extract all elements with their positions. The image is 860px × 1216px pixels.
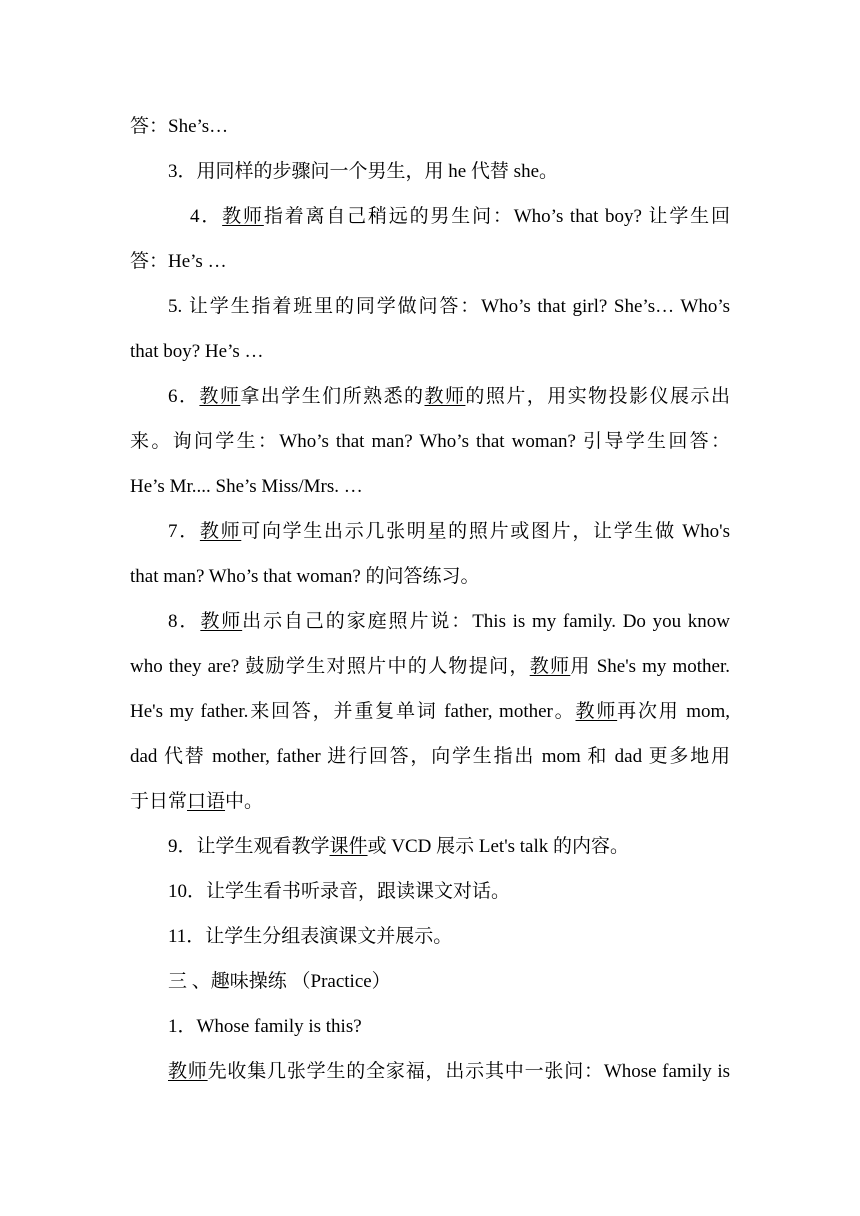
text-line: He's my father.来回答，并重复单词 father, mother。教师再次用 mom, xyxy=(130,701,730,722)
text-line: 11．让学生分组表演课文并展示。 xyxy=(168,926,453,947)
text-line: 来。询问学生：Who’s that man? Who’s that woman? 引导学生回答： xyxy=(130,431,730,452)
text-line: who they are? 鼓励学生对照片中的人物提问，教师用 She's my mother. xyxy=(130,656,730,677)
text-line: that boy? He’s … xyxy=(130,341,264,362)
text-line: 答：She’s… xyxy=(130,116,229,137)
section-heading: 三 、趣味操练 （Practice） xyxy=(168,971,391,992)
text-line: 5. 让学生指着班里的同学做问答：Who’s that girl? She’s… Who’s xyxy=(168,296,730,317)
text-line: 8．教师出示自己的家庭照片说：This is my family. Do you know xyxy=(168,611,730,632)
text-line: 1．Whose family is this? xyxy=(168,1016,362,1037)
text-line: 答：He’s … xyxy=(130,251,227,272)
underlined-term: 教师 xyxy=(529,656,571,677)
text-line: 4．教师指着离自己稍远的男生问：Who’s that boy? 让学生回 xyxy=(190,206,730,227)
text-line: He’s Mr.... She’s Miss/Mrs. … xyxy=(130,476,363,497)
text-line: 教师先收集几张学生的全家福，出示其中一张问：Whose family is xyxy=(168,1061,730,1082)
text-line: 于日常口语中。 xyxy=(130,791,264,812)
underlined-term: 教师 xyxy=(199,386,241,407)
text-line: dad 代替 mother, father 进行回答，向学生指出 mom 和 dad 更多地用 xyxy=(130,746,730,767)
text-line: 9．让学生观看教学课件或 VCD 展示 Let's talk 的内容。 xyxy=(168,836,630,857)
text-line: 7．教师可向学生出示几张明星的照片或图片，让学生做 Who's xyxy=(168,521,730,542)
underlined-term: 课件 xyxy=(329,836,368,857)
underlined-term: 教师 xyxy=(168,1061,208,1082)
text-line: 6．教师拿出学生们所熟悉的教师的照片，用实物投影仪展示出 xyxy=(168,386,730,407)
text-line: 10．让学生看书听录音，跟读课文对话。 xyxy=(168,881,511,902)
text-line: 3．用同样的步骤问一个男生，用 he 代替 she。 xyxy=(168,161,559,182)
underlined-term: 教师 xyxy=(424,386,466,407)
underlined-term: 教师 xyxy=(575,701,618,722)
text-line: that man? Who’s that woman? 的问答练习。 xyxy=(130,566,480,587)
underlined-term: 教师 xyxy=(199,521,242,542)
underlined-term: 教师 xyxy=(200,611,243,632)
underlined-term: 教师 xyxy=(222,206,264,227)
underlined-term: 口语 xyxy=(187,791,226,812)
